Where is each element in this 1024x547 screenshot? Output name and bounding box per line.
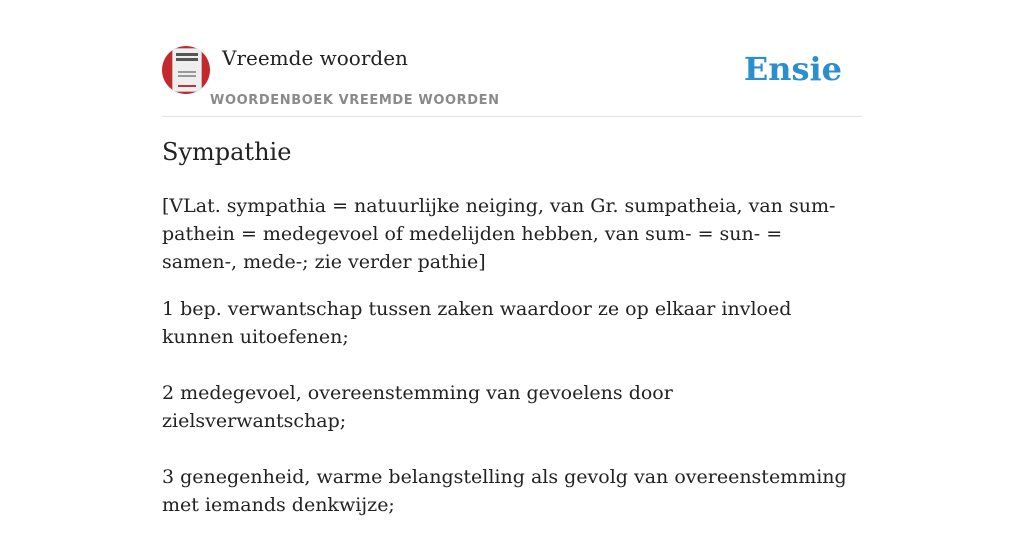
etymology-text: [VLat. sympathia = natuurlijke neiging, van Gr. sumpatheia, van sum-pathein = medegevoel of medelijden hebben, van sum- = sun- = samen-, mede-; zie verder pathie] <box>162 195 836 273</box>
definition-2: 2 medegevoel, overeenstemming van gevoelens door zielsverwantschap; <box>162 382 673 432</box>
definition-3: 3 genegenheid, warme belangstelling als gevolg van overeenstemming met iemands denkwijze; <box>162 466 847 516</box>
source-header <box>162 40 862 117</box>
entry-content <box>162 192 862 547</box>
source-name[interactable]: Vreemde woorden <box>222 46 408 70</box>
ensie-logo[interactable]: Ensie <box>743 50 842 88</box>
book-cover-icon[interactable] <box>162 46 210 94</box>
source-subtitle: WOORDENBOEK VREEMDE WOORDEN <box>210 93 500 108</box>
entry-title: Sympathie <box>162 138 292 166</box>
definition-1: 1 bep. verwantschap tussen zaken waardoor ze op elkaar invloed kunnen uitoefenen; <box>162 298 792 348</box>
